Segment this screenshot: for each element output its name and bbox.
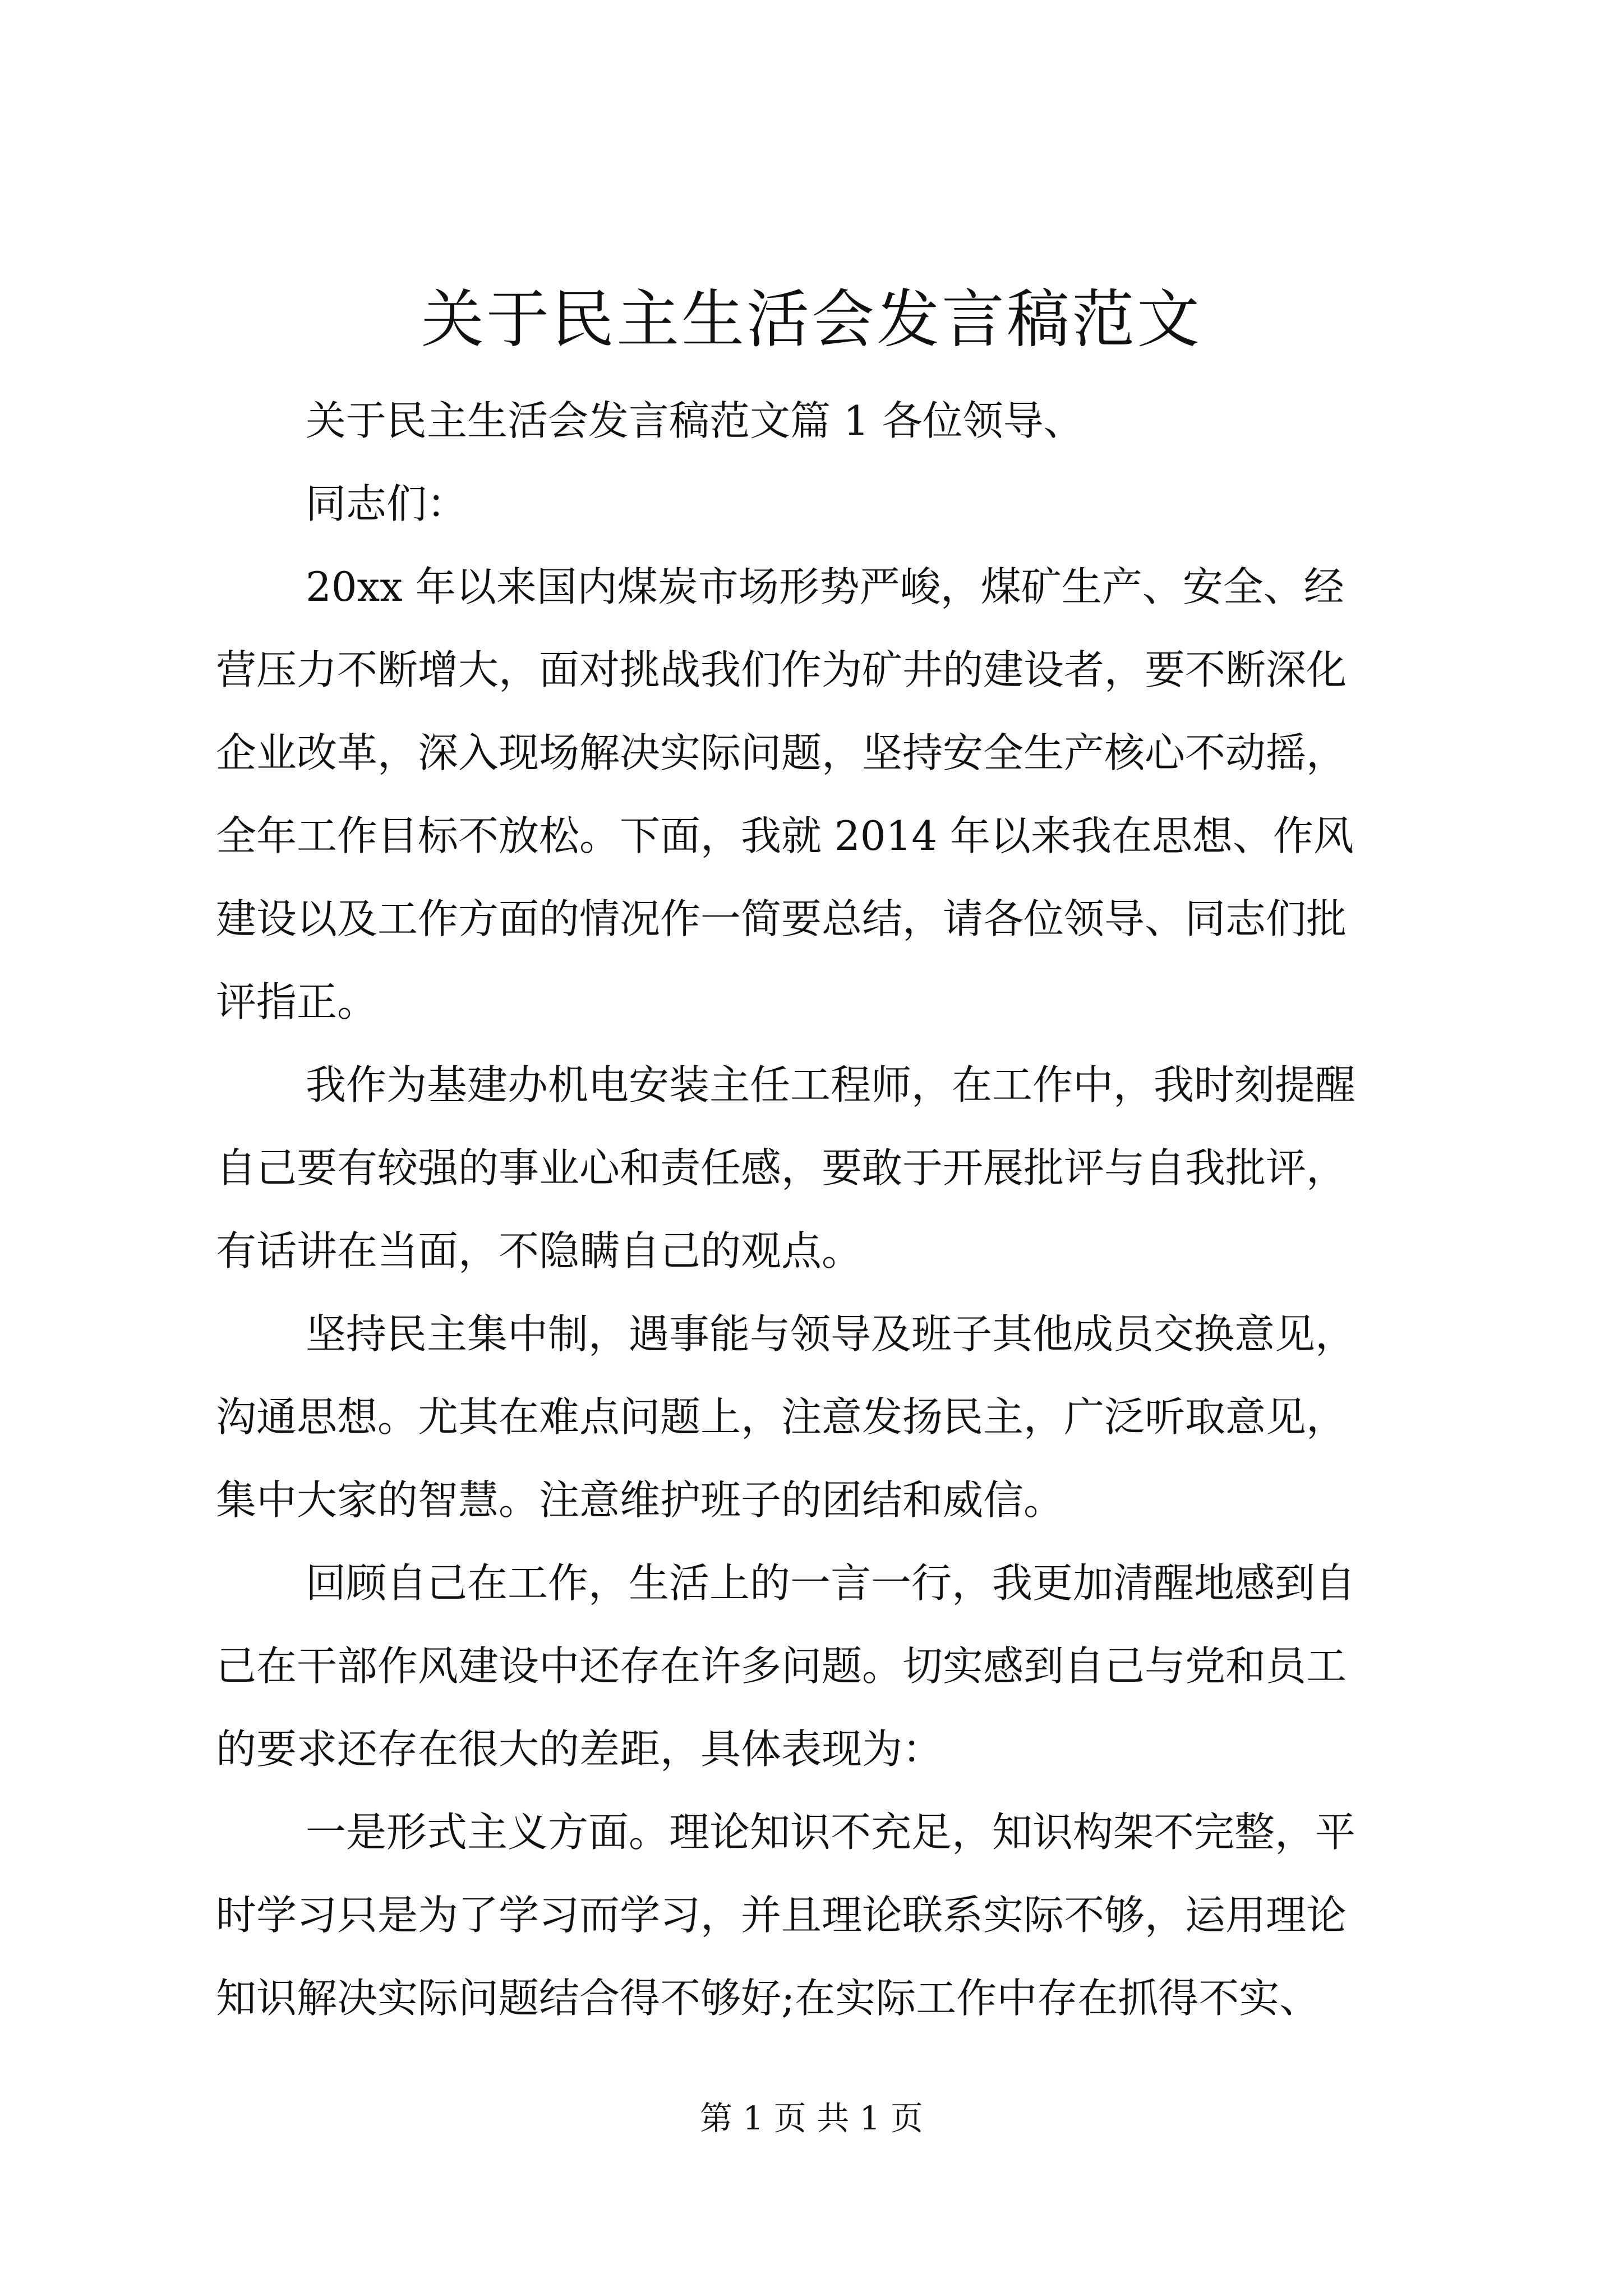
body-line: 己在干部作风建设中还存在许多问题。切实感到自己与党和员工 (216, 1642, 1347, 1690)
document-body (216, 379, 1427, 2040)
body-line: 我作为基建办机电安装主任工程师，在工作中，我时刻提醒 (306, 1061, 1356, 1108)
body-line: 关于民主生活会发言稿范文篇 1 各位领导、 (306, 397, 1084, 444)
body-line: 评指正。 (216, 978, 378, 1025)
body-line: 20xx 年以来国内煤炭市场形势严峻，煤矿生产、安全、经 (306, 563, 1344, 610)
body-line: 沟通思想。尤其在难点问题上，注意发扬民主，广泛听取意见， (216, 1393, 1347, 1441)
document-title: 关于民主生活会发言稿范文 (421, 283, 1202, 356)
body-line: 企业改革，深入现场解决实际问题，坚持安全生产核心不动摇， (216, 729, 1347, 776)
body-line: 营压力不断增大，面对挑战我们作为矿井的建设者，要不断深化 (216, 646, 1347, 693)
body-line: 回顾自己在工作，生活上的一言一行，我更加清醒地感到自 (306, 1559, 1356, 1607)
body-line: 的要求还存在很大的差距，具体表现为： (216, 1726, 943, 1773)
page-footer: 第 1 页 共 1 页 (700, 2099, 923, 2137)
body-line: 同志们： (306, 480, 468, 527)
body-line: 集中大家的智慧。注意维护班子的团结和威信。 (216, 1476, 1064, 1524)
body-line: 一是形式主义方面。理论知识不充足，知识构架不完整，平 (306, 1809, 1356, 1856)
body-line: 建设以及工作方面的情况作一简要总结，请各位领导、同志们批 (216, 895, 1347, 942)
body-line: 时学习只是为了学习而学习，并且理论联系实际不够，运用理论 (216, 1892, 1347, 1939)
body-line: 自己要有较强的事业心和责任感，要敢于开展批评与自我批评， (216, 1144, 1347, 1191)
body-line: 有话讲在当面，不隐瞒自己的观点。 (216, 1227, 863, 1274)
body-line: 坚持民主集中制，遇事能与领导及班子其他成员交换意见， (306, 1310, 1356, 1358)
body-line: 知识解决实际问题结合得不够好;在实际工作中存在抓得不实、 (216, 1975, 1320, 2022)
body-line: 全年工作目标不放松。下面，我就 2014 年以来我在思想、作风 (216, 812, 1354, 859)
